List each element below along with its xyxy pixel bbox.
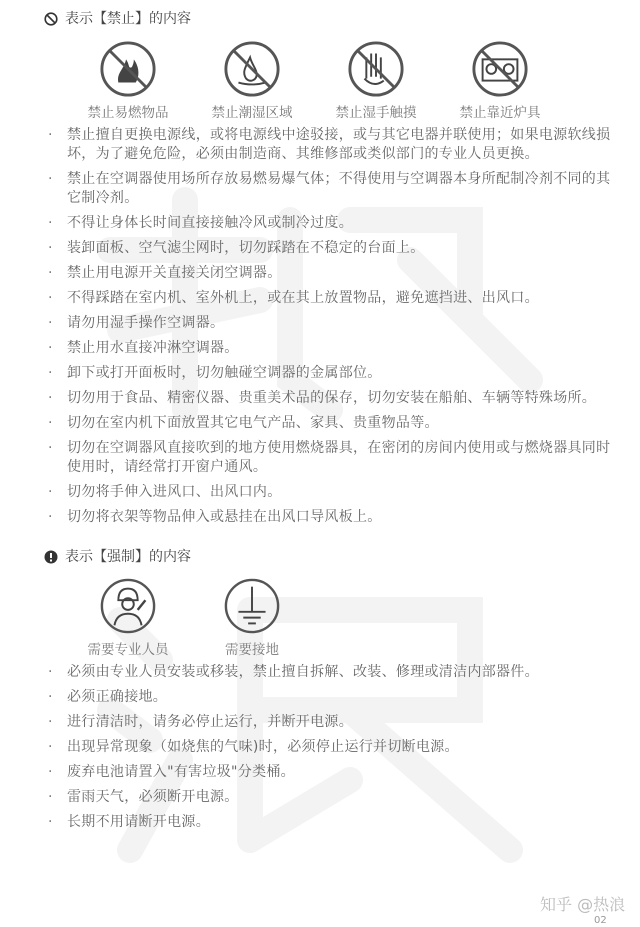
no-fire-icon [99,40,157,98]
page-number: 02 [594,915,607,926]
need-grounding [190,577,314,659]
list-item: · 禁止擅自更换电源线，或将电源线中途驳接，或与其它电器并联使用；如果电源软线损坏，为了避免危险，必须由制造商、其维修部或类似部门的专业人员更换。 [44,126,614,164]
list-item: · 装卸面板、空气滤尘网时，切勿踩踏在不稳定的台面上。 [44,239,614,258]
list-item: · 不得踩踏在室内机、室外机上，或在其上放置物品，避免遮挡进、出风口。 [44,289,614,308]
list-item: · 必须由专业人员安装或移装，禁止擅自拆解、改装、修理或清洁内部器件。 [44,663,614,682]
icon-label: 禁止靠近炉具 [459,105,541,121]
list-item: · 切勿将衣架等物品伸入或悬挂在出风口导风板上。 [44,508,614,527]
list-item: · 必须正确接地。 [44,688,614,707]
no-damp [190,40,314,122]
icon-label: 禁止易燃物品 [87,105,169,121]
no-wet-hand-icon [347,40,405,98]
prohibited-heading [44,9,640,29]
list-item: · 长期不用请断开电源。 [44,813,614,832]
list-item: · 请勿用湿手操作空调器。 [44,314,614,333]
prohibited-icons [66,40,640,122]
list-item: · 禁止用电源开关直接关闭空调器。 [44,264,614,283]
prohibited-list [44,126,640,527]
no-water-icon [223,40,281,98]
ground-icon [223,577,281,635]
icon-label: 需要接地 [225,642,279,658]
no-stove [438,40,562,122]
prohibited-icon [44,12,58,26]
list-item: · 进行清洁时，请务必停止运行，并断开电源。 [44,713,614,732]
no-flammable [66,40,190,122]
mandatory-list [44,663,640,832]
list-item: · 切勿在空调器风直接吹到的地方使用燃烧器具，在密闭的房间内使用或与燃烧器具同时使用时，请经常打开窗户通风。 [44,439,614,477]
list-item: · 不得让身体长时间直接接触冷风或制冷过度。 [44,214,614,233]
list-item: · 卸下或打开面板时，切勿触碰空调器的金属部位。 [44,364,614,383]
icon-label: 需要专业人员 [87,642,169,658]
no-wet-hands [314,40,438,122]
worker-icon [99,577,157,635]
need-professional [66,577,190,659]
heading-text: 表示【强制】的内容 [65,549,191,565]
mandatory-heading [44,547,640,567]
heading-text: 表示【禁止】的内容 [65,11,191,27]
list-item: · 禁止用水直接冲淋空调器。 [44,339,614,358]
list-item: · 禁止在空调器使用场所存放易燃易爆气体；不得使用与空调器本身所配制冷剂不同的其它制冷剂。 [44,170,614,208]
no-stove-icon [471,40,529,98]
list-item: · 出现异常现象（如烧焦的气味)时，必须停止运行并切断电源。 [44,738,614,757]
list-item: · 雷雨天气，必须断开电源。 [44,788,614,807]
icon-label: 禁止潮湿区域 [211,105,293,121]
list-item: · 切勿用于食品、精密仪器、贵重美术品的保存，切勿安装在船舶、车辆等特殊场所。 [44,389,614,408]
footer-credit: 知乎 @热浪 [540,895,626,914]
icon-label: 禁止湿手触摸 [335,105,417,121]
exclamation-icon [44,550,58,564]
list-item: · 切勿将手伸入进风口、出风口内。 [44,483,614,502]
list-item: · 废弃电池请置入"有害垃圾"分类桶。 [44,763,614,782]
mandatory-icons [66,577,640,659]
list-item: · 切勿在室内机下面放置其它电气产品、家具、贵重物品等。 [44,414,614,433]
